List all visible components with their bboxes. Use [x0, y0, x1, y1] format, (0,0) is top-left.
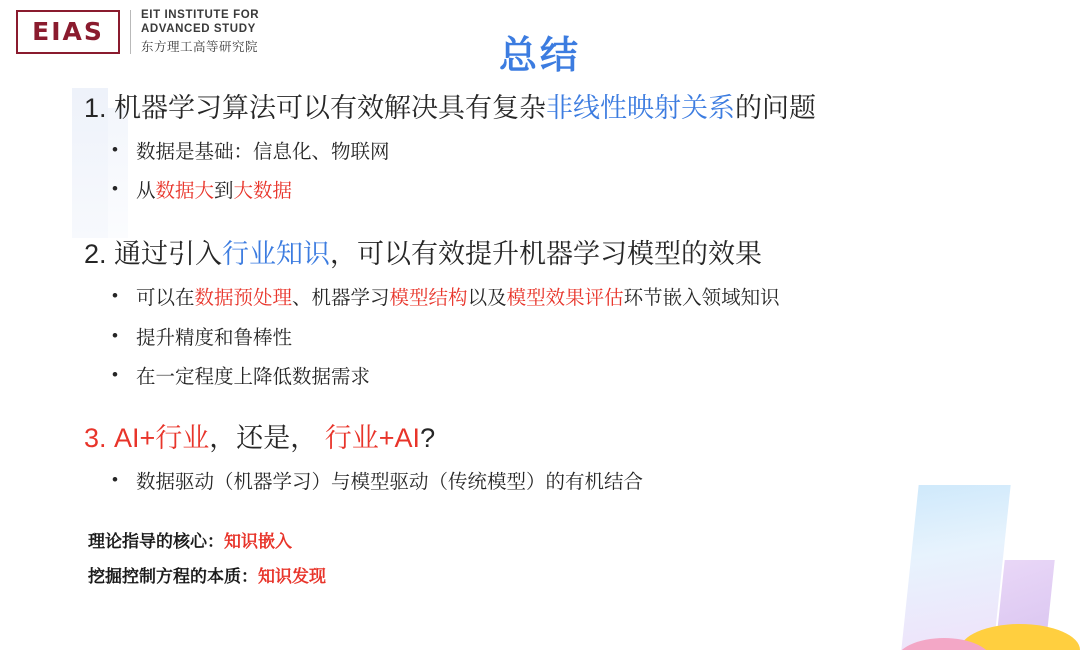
section-3-heading-part-2: ，还是， [209, 423, 318, 454]
section-1-heading-part-1: 非线性映射关系 [546, 93, 735, 123]
logo-mark: EIAS [16, 10, 120, 54]
section-3-heading-part-0: AI+ [114, 423, 156, 454]
section-3-number: 3. [84, 423, 107, 454]
section-3-heading [84, 422, 1044, 456]
section-2-heading-part-0: 通过引入 [114, 239, 222, 270]
list-item [84, 326, 1044, 351]
page-title: 总结 [498, 35, 581, 77]
slide-content [84, 92, 1044, 601]
section-2-bullet-0-part-1: 数据预处理 [194, 287, 293, 310]
section-1-bullets [84, 140, 1044, 205]
footnote-1 [88, 531, 1044, 554]
section-2 [84, 238, 1044, 390]
section-1-bullet-0-part-0: 数据是基础：信息化、物联网 [136, 140, 390, 163]
footnote-2-part-0: 挖掘控制方程的本质： [88, 567, 258, 587]
section-2-number: 2. [84, 239, 107, 270]
section-2-bullet-0-part-3: 模型结构 [389, 287, 468, 310]
section-1-bullet-1-part-2: 到 [214, 180, 234, 203]
institute-logo [16, 8, 259, 55]
section-1-heading-part-2: 的问题 [735, 93, 816, 123]
section-1-bullet-1-part-1: 数据大 [155, 180, 215, 203]
section-1-heading [84, 92, 1044, 126]
logo-line-2: ADVANCED STUDY [141, 23, 256, 36]
section-1-bullet-1-part-3: 大数据 [233, 180, 293, 203]
list-item [84, 140, 1044, 165]
section-2-heading [84, 238, 1044, 272]
section-2-bullets [84, 286, 1044, 390]
list-item [84, 365, 1044, 390]
logo-line-cn: 东方理工高等研究院 [141, 39, 259, 54]
footnotes [84, 531, 1044, 589]
logo-line-1: EIT INSTITUTE FOR [141, 9, 260, 21]
section-1-bullet-1-part-0: 从 [136, 180, 156, 203]
section-1-heading-part-0: 机器学习算法可以有效解决具有复杂 [114, 93, 546, 123]
section-3-heading-part-4: ? [420, 423, 436, 454]
section-2-bullet-0-part-4: 以及 [467, 287, 507, 310]
logo-divider [130, 10, 131, 54]
section-2-bullet-0-part-0: 可以在 [136, 287, 195, 310]
footnote-2-part-1: 知识发现 [258, 567, 326, 587]
section-1 [84, 92, 1044, 204]
section-3 [84, 422, 1044, 495]
logo-text-block [141, 8, 259, 55]
section-3-heading-part-1: 行业 [155, 423, 210, 454]
section-3-bullets [84, 470, 1044, 495]
section-2-heading-part-2: ，可以有效提升机器学习模型的效果 [330, 239, 762, 270]
list-item [84, 286, 1044, 311]
section-3-bullet-0-part-0: 数据驱动（机器学习）与模型驱动（传统模型）的有机结合 [136, 470, 644, 493]
section-2-bullet-0-part-2: 、机器学习 [292, 287, 390, 310]
section-2-heading-part-1: 行业知识 [222, 239, 330, 270]
footnote-2 [88, 566, 1044, 589]
section-2-bullet-2-part-0: 在一定程度上降低数据需求 [136, 365, 371, 388]
footnote-1-part-0: 理论指导的核心： [88, 532, 224, 552]
footnote-1-part-1: 知识嵌入 [224, 532, 292, 552]
list-item [84, 179, 1044, 204]
section-3-heading-part-3: 行业+AI [317, 423, 421, 454]
section-1-number: 1. [84, 93, 107, 123]
section-2-bullet-0-part-5: 模型效果评估 [506, 287, 624, 310]
list-item [84, 470, 1044, 495]
section-2-bullet-0-part-6: 环节嵌入领域知识 [623, 287, 780, 310]
section-2-bullet-1-part-0: 提升精度和鲁棒性 [136, 326, 293, 349]
